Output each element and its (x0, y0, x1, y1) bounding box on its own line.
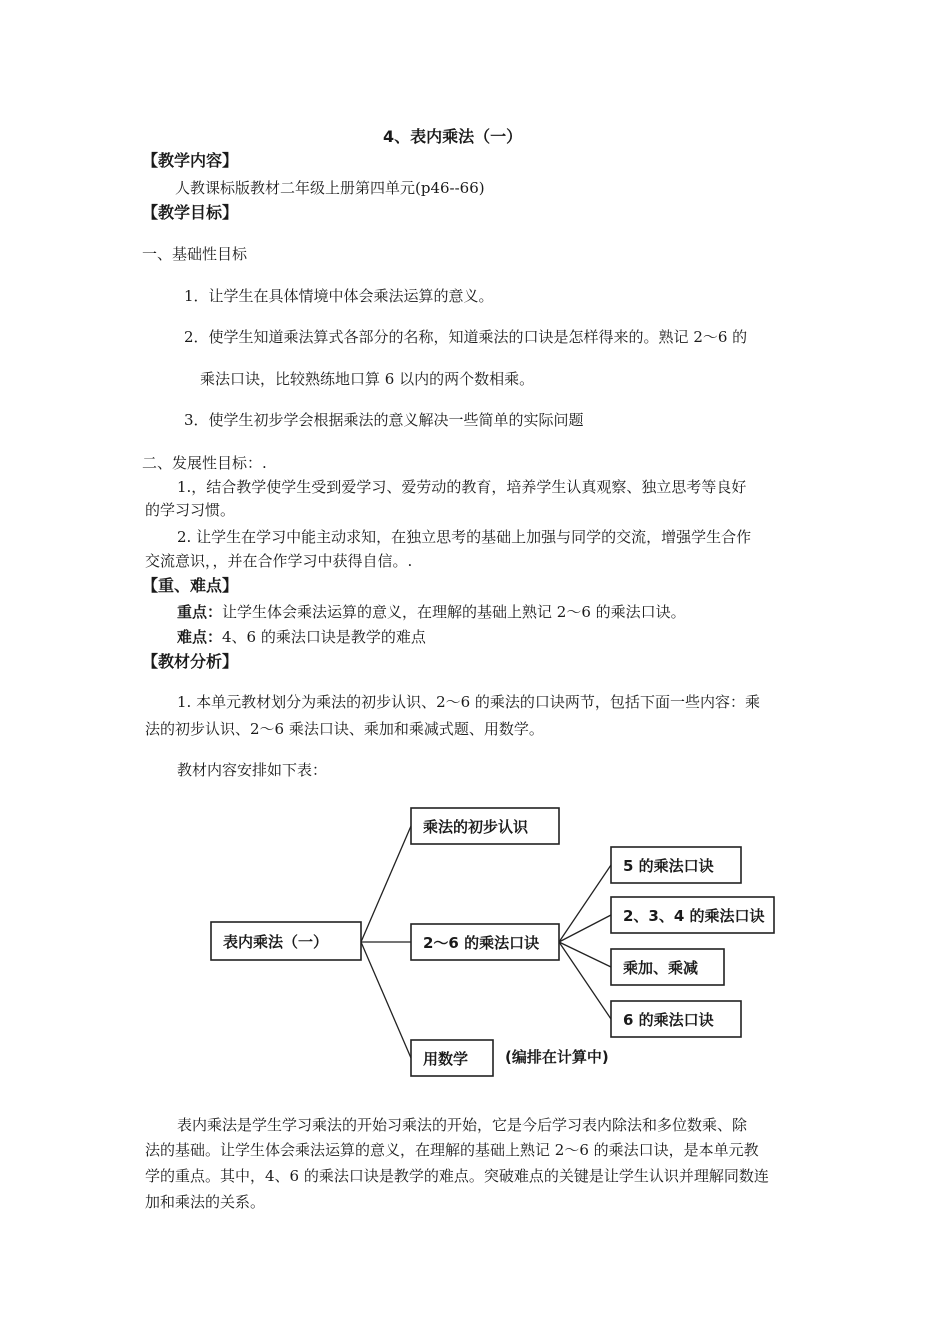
connector-line (361, 826, 411, 942)
connector-line (559, 942, 611, 1019)
develop-goal-line: 2. 让学生在学习中能主动求知，在独立思考的基础上加强与同学的交流，增强学生合作 (177, 528, 752, 546)
section-heading-content: 【教学内容】 (142, 151, 239, 170)
document-title: 4、表内乘法（一） (383, 127, 523, 146)
analysis-para2-line: 学的重点。其中，4、6 的乘法口诀是教学的难点。突破难点的关键是让学生认识并理解同数连 (145, 1167, 769, 1185)
diagram-note: (编排在计算中) (505, 1048, 609, 1066)
key-point-label: 重点： (177, 603, 223, 621)
connector-line (559, 865, 611, 942)
section-heading-goals: 【教学目标】 (142, 203, 239, 222)
table-intro: 教材内容安排如下表： (177, 761, 328, 779)
content-text: 人教课标版教材二年级上册第四单元(p46--66) (175, 179, 485, 197)
analysis-para2-line: 加和乘法的关系。 (145, 1193, 266, 1211)
basic-goal-item: 乘法口诀，比较熟练地口算 6 以内的两个数相乘。 (200, 370, 535, 388)
develop-goal-line: 的学习习惯。 (145, 501, 236, 519)
section-heading-analysis: 【教材分析】 (142, 652, 239, 671)
connector-line (559, 915, 611, 942)
key-point-text: 让学生体会乘法运算的意义，在理解的基础上熟记 2～6 的乘法口诀。 (222, 603, 686, 621)
hard-point-text: 4、6 的乘法口诀是教学的难点 (222, 628, 426, 646)
diagram-level1-label: 乘法的初步认识 (423, 818, 529, 836)
diagram-level2-label: 2、3、4 的乘法口诀 (623, 907, 765, 925)
diagram-level1-label: 2～6 的乘法口诀 (423, 934, 540, 952)
analysis-para2-line: 法的基础。让学生体会乘法运算的意义，在理解的基础上熟记 2～6 的乘法口诀，是本单元教 (145, 1141, 759, 1159)
basic-goal-item: 1．让学生在具体情境中体会乘法运算的意义。 (184, 287, 494, 305)
develop-goal-line: 1.，结合教学使学生受到爱学习、爱劳动的教育，培养学生认真观察、独立思考等良好 (177, 478, 747, 496)
section-heading-key-points: 【重、难点】 (142, 576, 239, 595)
analysis-para2-line: 表内乘法是学生学习乘法的开始习乘法的开始，它是今后学习表内除法和多位数乘、除 (177, 1116, 748, 1134)
diagram-level1-label: 用数学 (423, 1050, 469, 1068)
diagram-level2-label: 5 的乘法口诀 (623, 857, 714, 875)
analysis-para1-line: 1. 本单元教材划分为乘法的初步认识、2～6 的乘法的口诀两节，包括下面一些内容：乘 (177, 693, 760, 711)
basic-goal-item: 2．使学生知道乘法算式各部分的名称，知道乘法的口诀是怎样得来的。熟记 2～6 的 (184, 328, 748, 346)
basic-goal-item: 3．使学生初步学会根据乘法的意义解决一些简单的实际问题 (184, 411, 584, 429)
connector-line (361, 942, 411, 1058)
develop-goals-heading: 二、发展性目标：. (142, 454, 267, 472)
diagram-level2-label: 6 的乘法口诀 (623, 1011, 714, 1029)
diagram-level2-label: 乘加、乘减 (623, 959, 699, 977)
diagram-root-label: 表内乘法（一） (223, 933, 329, 951)
basic-goals-heading: 一、基础性目标 (142, 245, 248, 263)
develop-goal-line: 交流意识，，并在合作学习中获得自信。. (145, 552, 413, 570)
hard-point-label: 难点： (177, 628, 223, 646)
analysis-para1-line: 法的初步认识、2～6 乘法口诀、乘加和乘减式题、用数学。 (145, 720, 544, 738)
